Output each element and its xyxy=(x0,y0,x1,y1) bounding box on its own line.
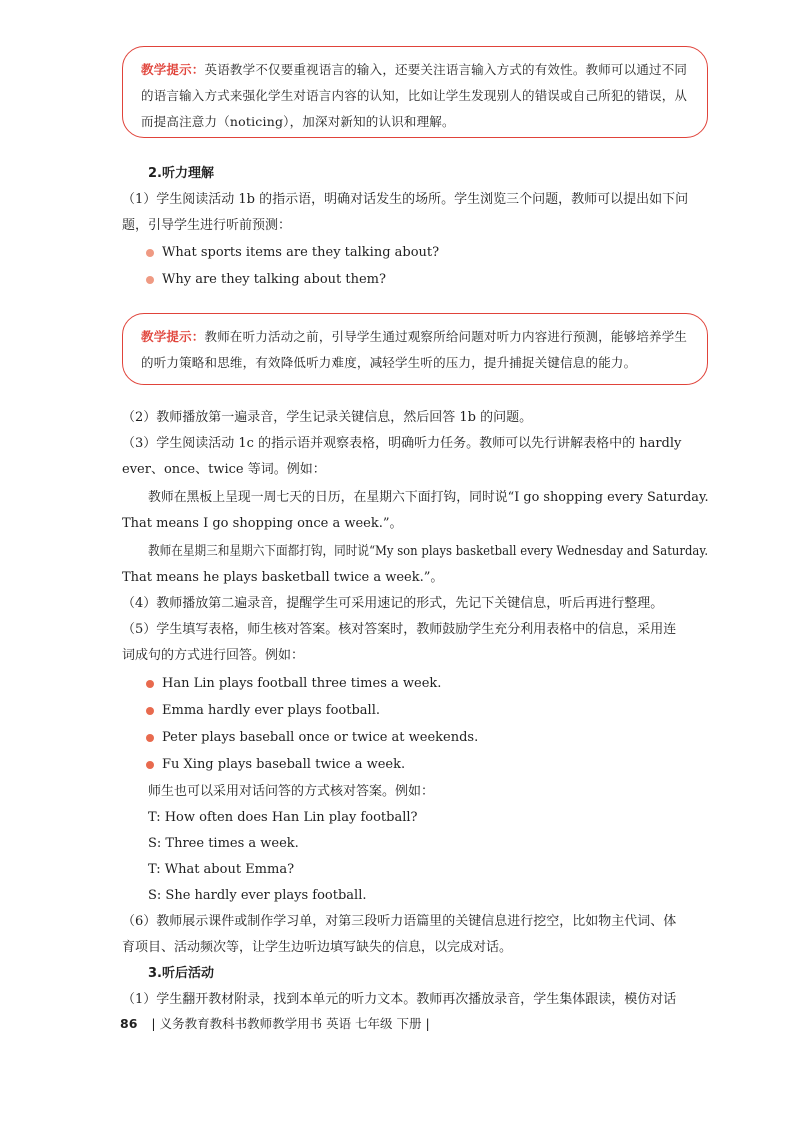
example-1-line-1: 教师在黑板上呈现一周七天的日历，在星期六下面打钩，同时说“I go shopping every Saturday. xyxy=(148,490,709,505)
bullet-icon xyxy=(146,680,154,688)
paragraph-5-line-1: （5）学生填写表格，师生核对答案。核对答案时，教师鼓励学生充分利用表格中的信息，采用连 xyxy=(122,622,677,637)
answer-1: Han Lin plays football three times a week. xyxy=(162,676,442,691)
dialog-line-2: S: Three times a week. xyxy=(148,836,299,851)
paragraph-4: （4）教师播放第二遍录音，提醒学生可采用速记的形式，先记下关键信息，听后再进行整理。 xyxy=(122,596,664,611)
example-2-line-1: 教师在星期三和星期六下面都打钩，同时说“My son plays basketball every Wednesday and Saturday. xyxy=(148,544,709,559)
page-footer xyxy=(120,1014,430,1032)
paragraph-3-line-1: （3）学生阅读活动 1c 的指示语并观察表格，明确听力任务。教师可以先行讲解表格中的 hardly xyxy=(122,436,682,451)
section-heading-post-listening: 3.听后活动 xyxy=(148,966,214,981)
bullet-icon xyxy=(146,761,154,769)
paragraph-3-line-2: ever、once、twice 等词。例如： xyxy=(122,462,326,477)
tip1-line-2: 的语言输入方式来强化学生对语言内容的认知，比如让学生发现别人的错误或自己所犯的错误，从 xyxy=(141,88,688,103)
dialog-intro: 师生也可以采用对话问答的方式核对答案。例如： xyxy=(148,784,435,799)
example-1-line-2: That means I go shopping once a week.”。 xyxy=(122,516,403,531)
paragraph-6-line-1: （6）教师展示课件或制作学习单，对第三段听力语篇里的关键信息进行挖空，比如物主代词、体 xyxy=(122,914,677,929)
paragraph-6-line-2: 育项目、活动频次等，让学生边听边填写缺失的信息，以完成对话。 xyxy=(122,940,513,955)
tip2-label: 教学提示： xyxy=(141,329,205,344)
example-2-line-2: That means he plays basketball twice a week.”。 xyxy=(122,570,444,585)
dialog-line-3: T: What about Emma? xyxy=(148,862,295,877)
paragraph-1-line-2: 题，引导学生进行听前预测： xyxy=(122,218,292,233)
answer-2: Emma hardly ever plays football. xyxy=(162,703,380,718)
bullet-icon xyxy=(146,249,154,257)
page-number: 86 xyxy=(120,1016,138,1031)
teaching-tip-box-2 xyxy=(122,313,708,385)
teaching-tip-box-1 xyxy=(122,46,708,138)
bullet-icon xyxy=(146,734,154,742)
question-2: Why are they talking about them? xyxy=(162,272,386,287)
question-1: What sports items are they talking about? xyxy=(162,245,440,260)
paragraph-5-line-2: 词成句的方式进行回答。例如： xyxy=(122,648,305,663)
book-title: | 义务教育教科书教师教学用书 英语 七年级 下册 | xyxy=(151,1016,430,1031)
paragraph-2: （2）教师播放第一遍录音，学生记录关键信息，然后回答 1b 的问题。 xyxy=(122,410,533,425)
dialog-line-1: T: How often does Han Lin play football? xyxy=(148,810,418,825)
paragraph-1-line-1: （1）学生阅读活动 1b 的指示语，明确对话发生的场所。学生浏览三个问题，教师可以提出如下问 xyxy=(122,192,689,207)
section-3-paragraph-1: （1）学生翻开教材附录，找到本单元的听力文本。教师再次播放录音，学生集体跟读，模仿对话 xyxy=(122,992,677,1007)
bullet-icon xyxy=(146,276,154,284)
section-heading-listening: 2.听力理解 xyxy=(148,166,214,181)
tip1-line-3: 而提高注意力（noticing），加深对新知的认识和理解。 xyxy=(141,114,455,129)
dialog-line-4: S: She hardly ever plays football. xyxy=(148,888,367,903)
tip2-line-2: 的听力策略和思维，有效降低听力难度，减轻学生听的压力，提升捕捉关键信息的能力。 xyxy=(141,355,637,370)
bullet-icon xyxy=(146,707,154,715)
answer-3: Peter plays baseball once or twice at weekends. xyxy=(162,730,479,745)
tip1-label: 教学提示： xyxy=(141,62,205,77)
tip1-line-1: 教学提示：英语教学不仅要重视语言的输入，还要关注语言输入方式的有效性。教师可以通过不同 xyxy=(141,62,688,77)
answer-4: Fu Xing plays baseball twice a week. xyxy=(162,757,406,772)
tip2-line-1: 教学提示：教师在听力活动之前，引导学生通过观察所给问题对听力内容进行预测，能够培养学生 xyxy=(141,329,688,344)
